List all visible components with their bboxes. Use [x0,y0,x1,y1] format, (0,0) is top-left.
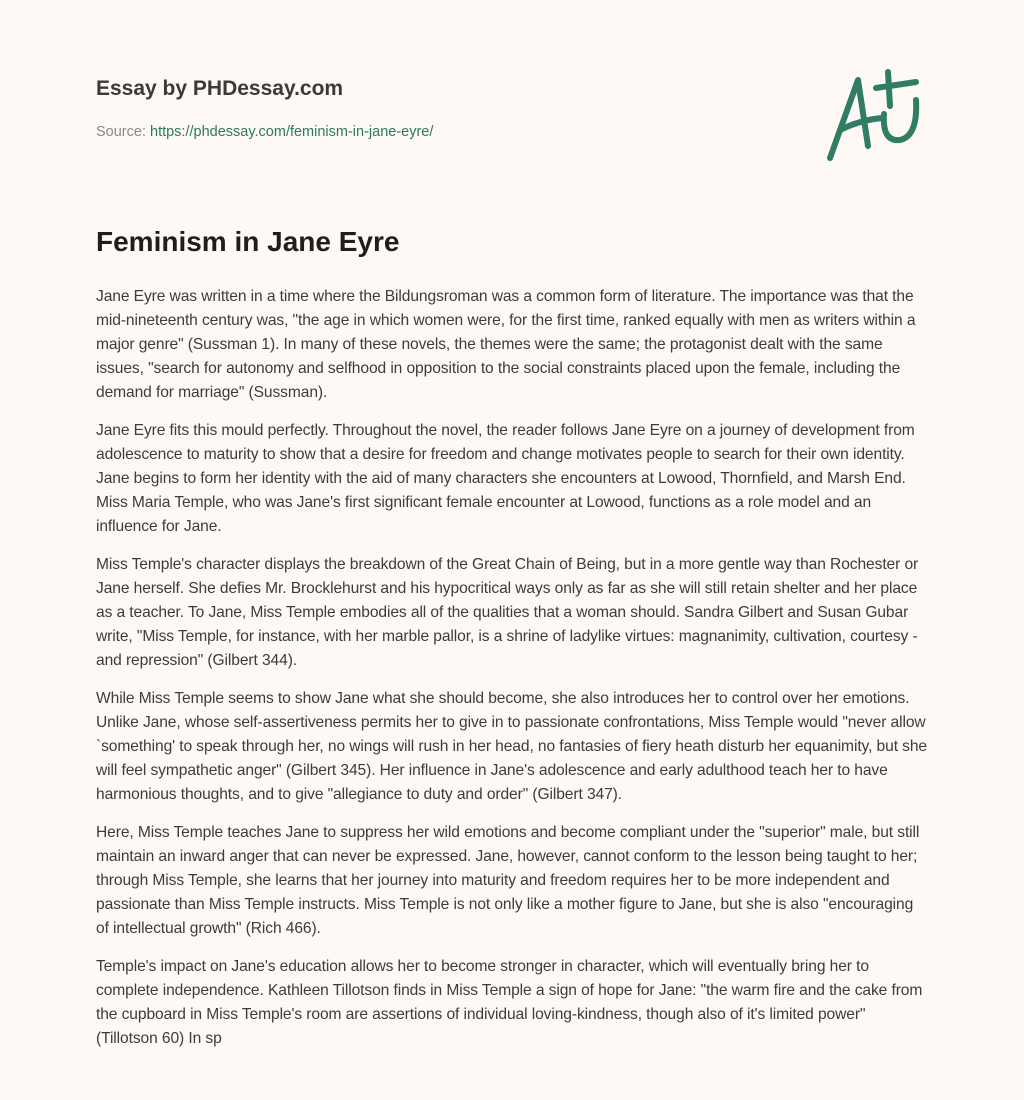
essay-title: Feminism in Jane Eyre [96,226,400,257]
source-label: Source: [96,124,150,140]
essay-paragraph: Here, Miss Temple teaches Jane to suppress her wild emotions and become compliant under the "superior" male, but still maintain an inward anger that can never be expressed. Jane, however, cannot conform to the lesson being taught to her; through Miss Temple, she learns that her journey into maturity and freedom requires her to be more independent and passionate than Miss Temple instructs. Miss Temple is not only like a mother figure to Jane, but she is also "encouraging of intellectual growth" (Rich 466). [96,824,920,937]
essay-paragraph: While Miss Temple seems to show Jane what she should become, she also introduces her to control over her emotions. Unlike Jane, whose self-assertiveness permits her to give in to passionate confrontations, Miss Temple would "never allow `something' to speak through her, no wings will rush in her head, no fantasies of fiery heath disturb her equanimity, but she will feel sympathetic anger" (Gilbert 345). Her influence in Jane's adolescence and early adulthood teach her to have harmonious thoughts, and to give "allegiance to duty and order" (Gilbert 347). [96,690,928,803]
essay-paragraph: Temple's impact on Jane's education allows her to become stronger in character, which will eventually bring her to complete independence. Kathleen Tillotson finds in Miss Temple a sign of hope for Jane: "the warm fire and the cake from the cupboard in Miss Temple's room are assertions of individual loving-kindness, though also of it's limited power" (Tillotson 60) In sp [96,958,923,1047]
source-link[interactable]: https://phdessay.com/feminism-in-jane-eyre/ [150,124,434,140]
essay-paragraph: Jane Eyre fits this mould perfectly. Throughout the novel, the reader follows Jane Eyre on a journey of development from adolescence to maturity to show that a desire for freedom and change motivates people to search for their own identity. Jane begins to form her identity with the aid of many characters she encounters at Lowood, Thornfield, and Marsh End. Miss Maria Temple, who was Jane's first significant female encounter at Lowood, functions as a role model and an influence for Jane. [96,422,915,535]
essay-paragraph: Miss Temple's character displays the breakdown of the Great Chain of Being, but in a more gentle way than Rochester or Jane herself. She defies Mr. Brocklehurst and his hypocritical ways only as far as she will still retain shelter and her place as a teacher. To Jane, Miss Temple embodies all of the qualities that a woman should. Sandra Gilbert and Susan Gubar write, "Miss Temple, for instance, with her marble pallor, is a shrine of ladylike virtues: magnanimity, cultivation, courtesy - and repression" (Gilbert 344). [96,556,919,669]
source-line [96,124,433,140]
essay-body [96,285,928,1065]
essay-paragraph: Jane Eyre was written in a time where the Bildungsroman was a common form of literature. The importance was that the mid-nineteenth century was, "the age in which women were, for the first time, ranked equally with men as writers within a major genre" (Sussman 1). In many of these novels, the themes were the same; the protagonist dealt with the same issues, "search for autonomy and selfhood in opposition to the social constraints placed upon the female, including the demand for marriage" (Sussman). [96,288,916,401]
site-brand: Essay by PHDessay.com [96,77,344,100]
a-plus-logo-icon [820,68,930,168]
